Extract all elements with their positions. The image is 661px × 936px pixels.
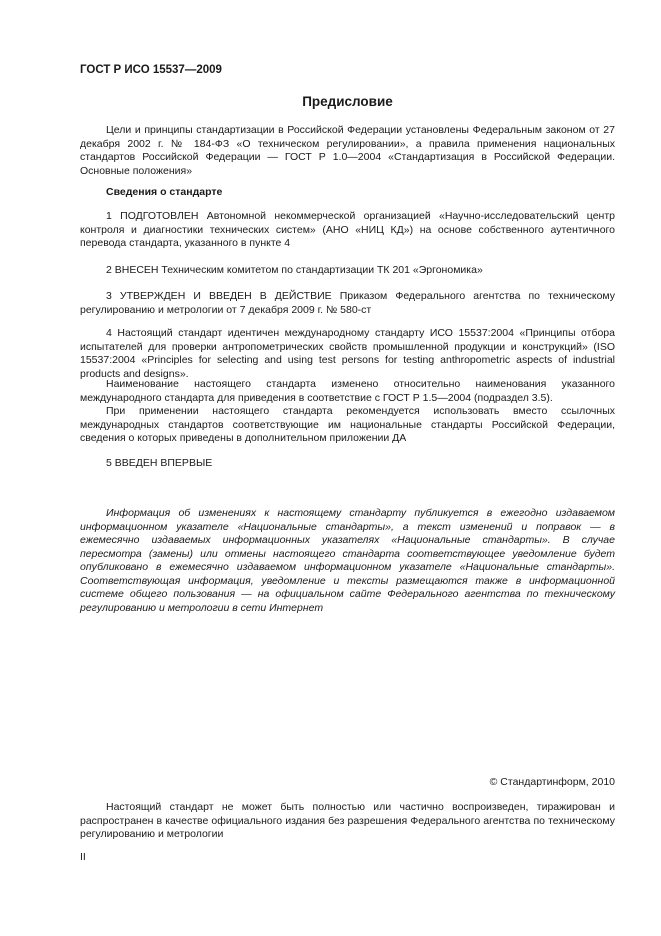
- item-5-paragraph: 5 ВВЕДЕН ВПЕРВЫЕ: [106, 457, 213, 469]
- copyright-line: © Стандартинформ, 2010: [489, 776, 615, 788]
- page-title: Предисловие: [302, 94, 393, 109]
- item-4-rename-paragraph: Наименование настоящего стандарта изменено относительно наименования указанного международного стандарта для приведения в соответствие с ГОСТ Р 1.5—2004 (подраздел 3.5).: [80, 378, 615, 404]
- item-3-paragraph: 3 УТВЕРЖДЕН И ВВЕДЕН В ДЕЙСТВИЕ Приказом Федерального агентства по техническому регулированию и метрологии от 7 декабря 2009 г. № 580-ст: [80, 290, 615, 316]
- item-2-paragraph: 2 ВНЕСЕН Техническим комитетом по стандартизации ТК 201 «Эргономика»: [106, 264, 483, 276]
- page-number: II: [80, 851, 86, 863]
- intro-paragraph: Цели и принципы стандартизации в Российской Федерации установлены Федеральным законом от 27 декабря 2002 г. № 184-ФЗ «О техническом регулировании», а правила применения национальных стандартов Российской Федерации — ГОСТ Р 1.0—2004 «Стандартизация в Российской Федерации. Основные положения»: [80, 124, 615, 177]
- item-1-paragraph: 1 ПОДГОТОВЛЕН Автономной некоммерческой организацией «Научно-исследовательский центр контроля и диагностики технических систем» (АНО «НИЦ КД») на основе собственного аутентичного перевода стандарта, указанного в пункте 4: [80, 210, 615, 249]
- document-id: ГОСТ Р ИСО 15537—2009: [80, 64, 222, 76]
- reproduction-notice: Настоящий стандарт не может быть полностью или частично воспроизведен, тиражирован и распространен в качестве официального издания без разрешения Федерального агентства по техническому регулированию и метрологии: [80, 801, 615, 840]
- item-4-references-paragraph: При применении настоящего стандарта рекомендуется использовать вместо ссылочных международных стандартов соответствующие им национальные стандарты Российской Федерации, сведения о которых приведены в дополнительном приложении ДА: [80, 405, 615, 444]
- item-4-paragraph: 4 Настоящий стандарт идентичен международному стандарту ИСО 15537:2004 «Принципы отбора испытателей для проверки антропометрических свойств промышленной продукции и конструкций» (ISO 15537:2004 «Principles for selecting and using test persons for testing anthropometric aspects of industrial products and designs».: [80, 327, 615, 380]
- change-notice-paragraph: Информация об изменениях к настоящему стандарту публикуется в ежегодно издаваемом информационном указателе «Национальные стандарты», а текст изменений и поправок — в ежемесячно издаваемых информационных указателях «Национальные стандарты». В случае пересмотра (замены) или отмены настоящего стандарта соответствующее уведомление будет опубликовано в ежемесячно издаваемом информационном указателе «Национальные стандарты». Соответствующая информация, уведомление и тексты размещаются также в информационной системе общего пользования — на официальном сайте Федерального агентства по техническому регулированию и метрологии в сети Интернет: [80, 507, 615, 614]
- section-heading: Сведения о стандарте: [106, 186, 223, 198]
